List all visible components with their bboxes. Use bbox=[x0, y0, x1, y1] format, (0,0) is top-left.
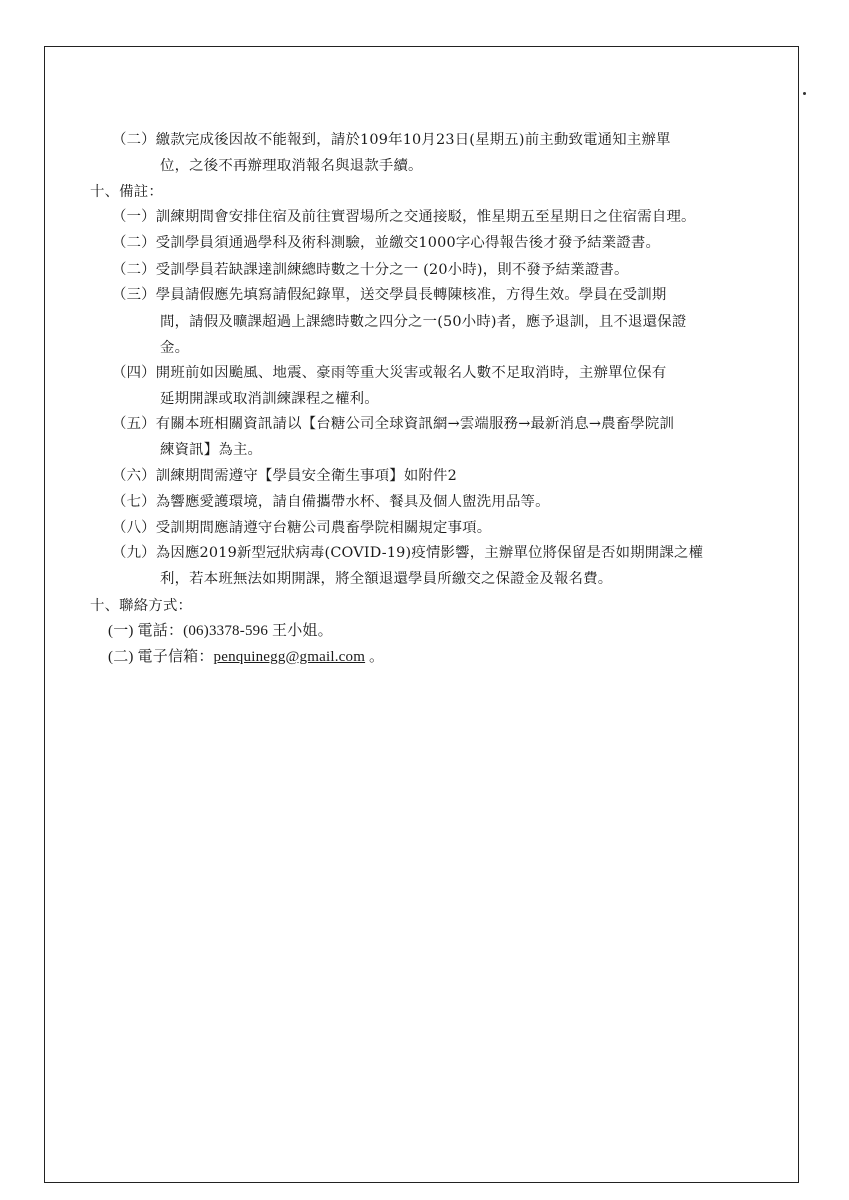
contact-email-label: (二) 電子信箱： bbox=[108, 649, 214, 665]
note-item-4-line-3: 金。 bbox=[160, 340, 190, 356]
contact-phone-label: (一) 電話： bbox=[108, 623, 184, 639]
note-item-4-line-1: （三）學員請假應先填寫請假紀錄單，送交學員長轉陳核准，方得生效。學員在受訓期 bbox=[112, 287, 667, 303]
note-item-10-line-2: 利，若本班無法如期開課，將全額退還學員所繳交之保證金及報名費。 bbox=[160, 571, 613, 587]
contact-email bbox=[108, 647, 384, 667]
contact-phone-value: (06)3378-596 王小姐。 bbox=[183, 623, 333, 639]
note-item-1: （一）訓練期間會安排住宿及前往實習場所之交通接駁，惟星期五至星期日之住宿需自理。 bbox=[112, 209, 696, 225]
note-item-7: （六）訓練期間需遵守【學員安全衛生事項】如附件2 bbox=[112, 468, 457, 484]
note-item-4-line-2: 間，請假及曠課超過上課總時數之四分之一(50小時)者，應予退訓，且不退還保證 bbox=[160, 314, 687, 330]
scan-speck bbox=[803, 92, 806, 95]
contact-email-suffix: 。 bbox=[365, 649, 385, 665]
note-item-5-line-2: 延期開課或取消訓練課程之權利。 bbox=[160, 391, 379, 407]
note-item-6-line-1: （五）有關本班相關資訊請以【台糖公司全球資訊網→雲端服務→最新消息→農畜學院訓 bbox=[112, 416, 675, 432]
contact-phone bbox=[108, 621, 333, 641]
note-item-2: （二）受訓學員須通過學科及術科測驗，並繳交1000字心得報告後才發予結業證書。 bbox=[112, 235, 661, 251]
notes-heading: 十、備註： bbox=[90, 184, 163, 200]
note-item-8: （七）為響應愛護環境，請自備攜帶水杯、餐具及個人盥洗用品等。 bbox=[112, 494, 550, 510]
note-item-6-line-2: 練資訊】為主。 bbox=[160, 442, 263, 458]
contact-email-link[interactable]: penquinegg@gmail.com bbox=[213, 649, 366, 665]
item-2-line-2: 位，之後不再辦理取消報名與退款手續。 bbox=[160, 158, 423, 174]
note-item-10-line-1: （九）為因應2019新型冠狀病毒(COVID-19)疫情影響，主辦單位將保留是否如期開課之權 bbox=[112, 545, 704, 561]
contact-heading: 十、聯絡方式： bbox=[90, 598, 193, 614]
item-2-line-1: （二）繳款完成後因故不能報到，請於109年10月23日(星期五)前主動致電通知主辦單 bbox=[112, 132, 671, 148]
note-item-5-line-1: （四）開班前如因颱風、地震、豪雨等重大災害或報名人數不足取消時，主辦單位保有 bbox=[112, 365, 667, 381]
note-item-3: （二）受訓學員若缺課達訓練總時數之十分之一 (20小時)，則不發予結業證書。 bbox=[112, 262, 629, 278]
note-item-9: （八）受訓期間應請遵守台糖公司農畜學院相關規定事項。 bbox=[112, 520, 492, 536]
